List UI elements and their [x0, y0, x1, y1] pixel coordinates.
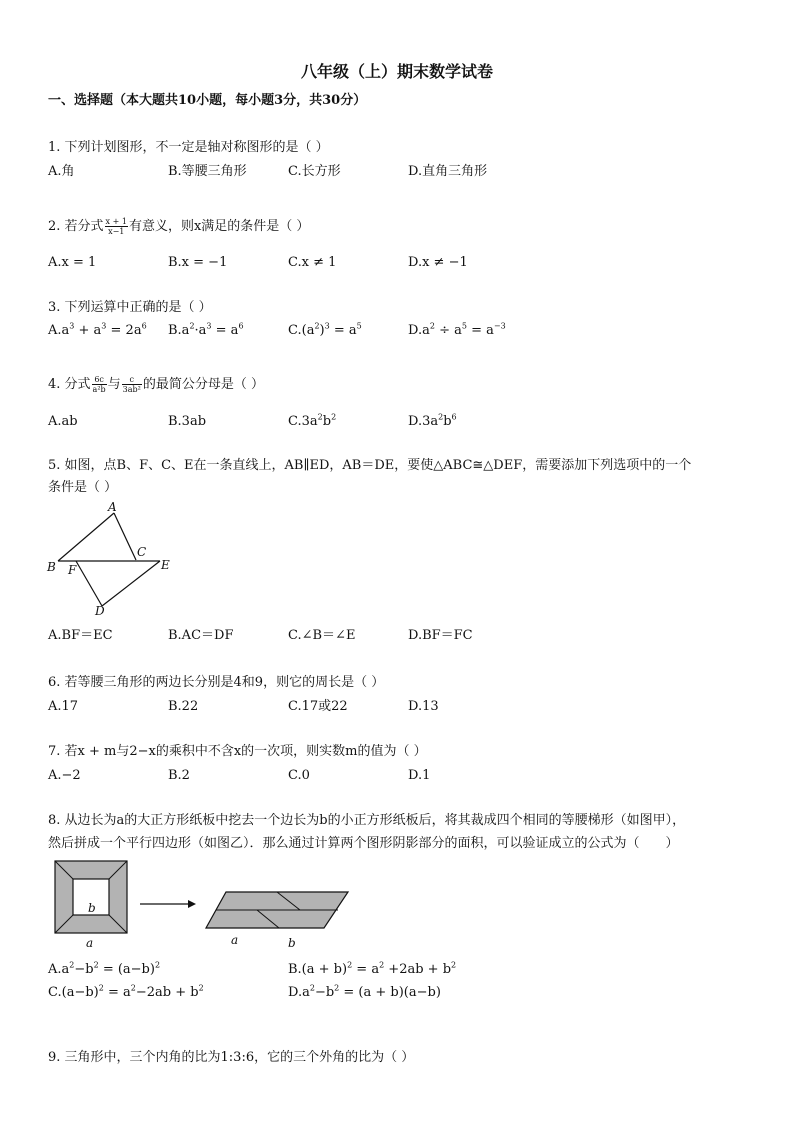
segment-ac [114, 513, 136, 560]
figure-jia-square [55, 861, 127, 933]
arrow-right-icon [140, 900, 196, 908]
q4-option-c: $C.3a^2b^2$ [288, 412, 337, 429]
q6-stem: 6. 若等腰三角形的两边长分别是4和9，则它的周长是（ ） [48, 675, 385, 690]
q8-stem-line1: 8. 从边长为a的大正方形纸板中挖去一个边长为b的小正方形纸板后，将其裁成四个相同的等腰梯形（如图甲）， [48, 813, 686, 828]
q1-option-a: A.角 [48, 164, 75, 179]
label-a: A [108, 500, 117, 514]
q8-option-b: $B.(a + b)^2 = a^2 +2ab + b^2$ [288, 960, 457, 977]
q6-option-c: C.17或22 [288, 699, 348, 714]
q7-option-d: D.1 [408, 768, 431, 783]
q8-figure [48, 858, 358, 954]
q6-option-b: B.22 [168, 699, 199, 714]
q2-option-b: B.x = −1 [168, 255, 228, 270]
q4-fraction-2: $\frac{c}{\text{3ab²}}$ [122, 375, 141, 394]
q7-option-c: C.0 [288, 768, 310, 783]
q8-option-a: $A.a^2-b^2 = (a-b)^2$ [48, 960, 161, 977]
q3-option-c: $C.(a^2)^3 = a^5$ [288, 321, 362, 338]
q8-option-c: $C.(a-b)^2 = a^2-2ab + b^2$ [48, 983, 204, 1000]
q2-option-d: D.x ≠ −1 [408, 255, 468, 270]
q9-stem: 9. 三角形中，三个内角的比为1:3:6，它的三个外角的比为（ ） [48, 1050, 415, 1065]
q2-frac-den: x−1 [108, 227, 125, 236]
q5-option-a: A.BF＝EC [48, 628, 113, 643]
q1-option-b: B.等腰三角形 [168, 164, 247, 179]
q8-label-b2: b [288, 936, 296, 950]
q8-label-a2: a [231, 933, 239, 947]
q3-stem: 3. 下列运算中正确的是（ ） [48, 300, 212, 315]
q7-option-b: B.2 [168, 768, 190, 783]
label-b: B [47, 560, 56, 574]
q8-stem-line2: 然后拼成一个平行四边形（如图乙）．那么通过计算两个图形阴影部分的面积，可以验证成立的公式为（ ） [48, 836, 679, 851]
q4-fraction-1: $\frac{6c}{\text{a²b}}$ [92, 375, 106, 394]
q7-option-a: A.−2 [48, 768, 81, 783]
q5-triangle-figure [40, 498, 190, 620]
q4-option-d: $D.3a^2b^6$ [408, 412, 457, 429]
q2-stem-pre: 2. 若分式 [48, 219, 104, 234]
q2-stem-post: 有意义，则x满足的条件是（ ） [128, 219, 310, 234]
q2-stem [48, 217, 309, 236]
q3-option-b: $B.a^2\cdot a^3 = a^6$ [168, 321, 244, 338]
q8-label-a1: a [86, 936, 94, 950]
label-c: C [137, 545, 147, 559]
q3-option-a: $A.a^3 + a^3 = 2a^6$ [48, 321, 147, 338]
q5-option-c: C.∠B＝∠E [288, 628, 356, 643]
q5-option-b: B.AC＝DF [168, 628, 234, 643]
q8-label-b1: b [88, 901, 96, 915]
q5-stem-line1: 5. 如图，点B、F、C、E在一条直线上，AB∥ED，AB＝DE，要使△ABC≅△DEF，需要添加下列选项中的一个 [48, 458, 692, 473]
q2-fraction [105, 217, 128, 236]
q4-option-b: B.3ab [168, 414, 207, 429]
q2-option-a: A.x = 1 [48, 255, 97, 270]
segment-ab [58, 513, 114, 561]
section-heading: 一、选择题（本大题共10小题，每小题3分，共30分） [48, 93, 367, 108]
q2-frac-num: x + 1 [105, 217, 127, 226]
q4-option-a: A.ab [48, 414, 78, 429]
q3-option-d: $D.a^2 \div a^5 = a^{-3}$ [408, 321, 506, 338]
q1-stem: 1. 下列计划图形，不一定是轴对称图形的是（ ） [48, 140, 329, 155]
q6-option-a: A.17 [48, 699, 79, 714]
q2-option-c: C.x ≠ 1 [288, 255, 337, 270]
q1-option-c: C.长方形 [288, 164, 341, 179]
q6-option-d: D.13 [408, 699, 439, 714]
page-title: 八年级（上）期末数学试卷 [300, 62, 493, 81]
q7-stem: 7. 若x + m与2−x的乘积中不含x的一次项，则实数m的值为（ ） [48, 744, 427, 759]
label-e: E [161, 558, 170, 572]
label-d: D [95, 604, 105, 618]
q5-option-d: D.BF＝FC [408, 628, 473, 643]
q1-option-d: D.直角三角形 [408, 164, 488, 179]
segment-ed [102, 561, 160, 606]
q8-option-d: $D.a^2-b^2 = (a + b)(a-b)$ [288, 983, 441, 1000]
segment-df [76, 561, 102, 606]
q4-stem: 4. 分式 $\frac{6c}{\text{a²b}}$ 与 $\frac{c}{\text{3ab²}}$ 的最简公分母是（ ） [48, 375, 264, 394]
figure-yi-parallelogram [206, 892, 348, 928]
label-f: F [68, 563, 77, 577]
q5-stem-line2: 条件是（ ） [48, 480, 118, 495]
